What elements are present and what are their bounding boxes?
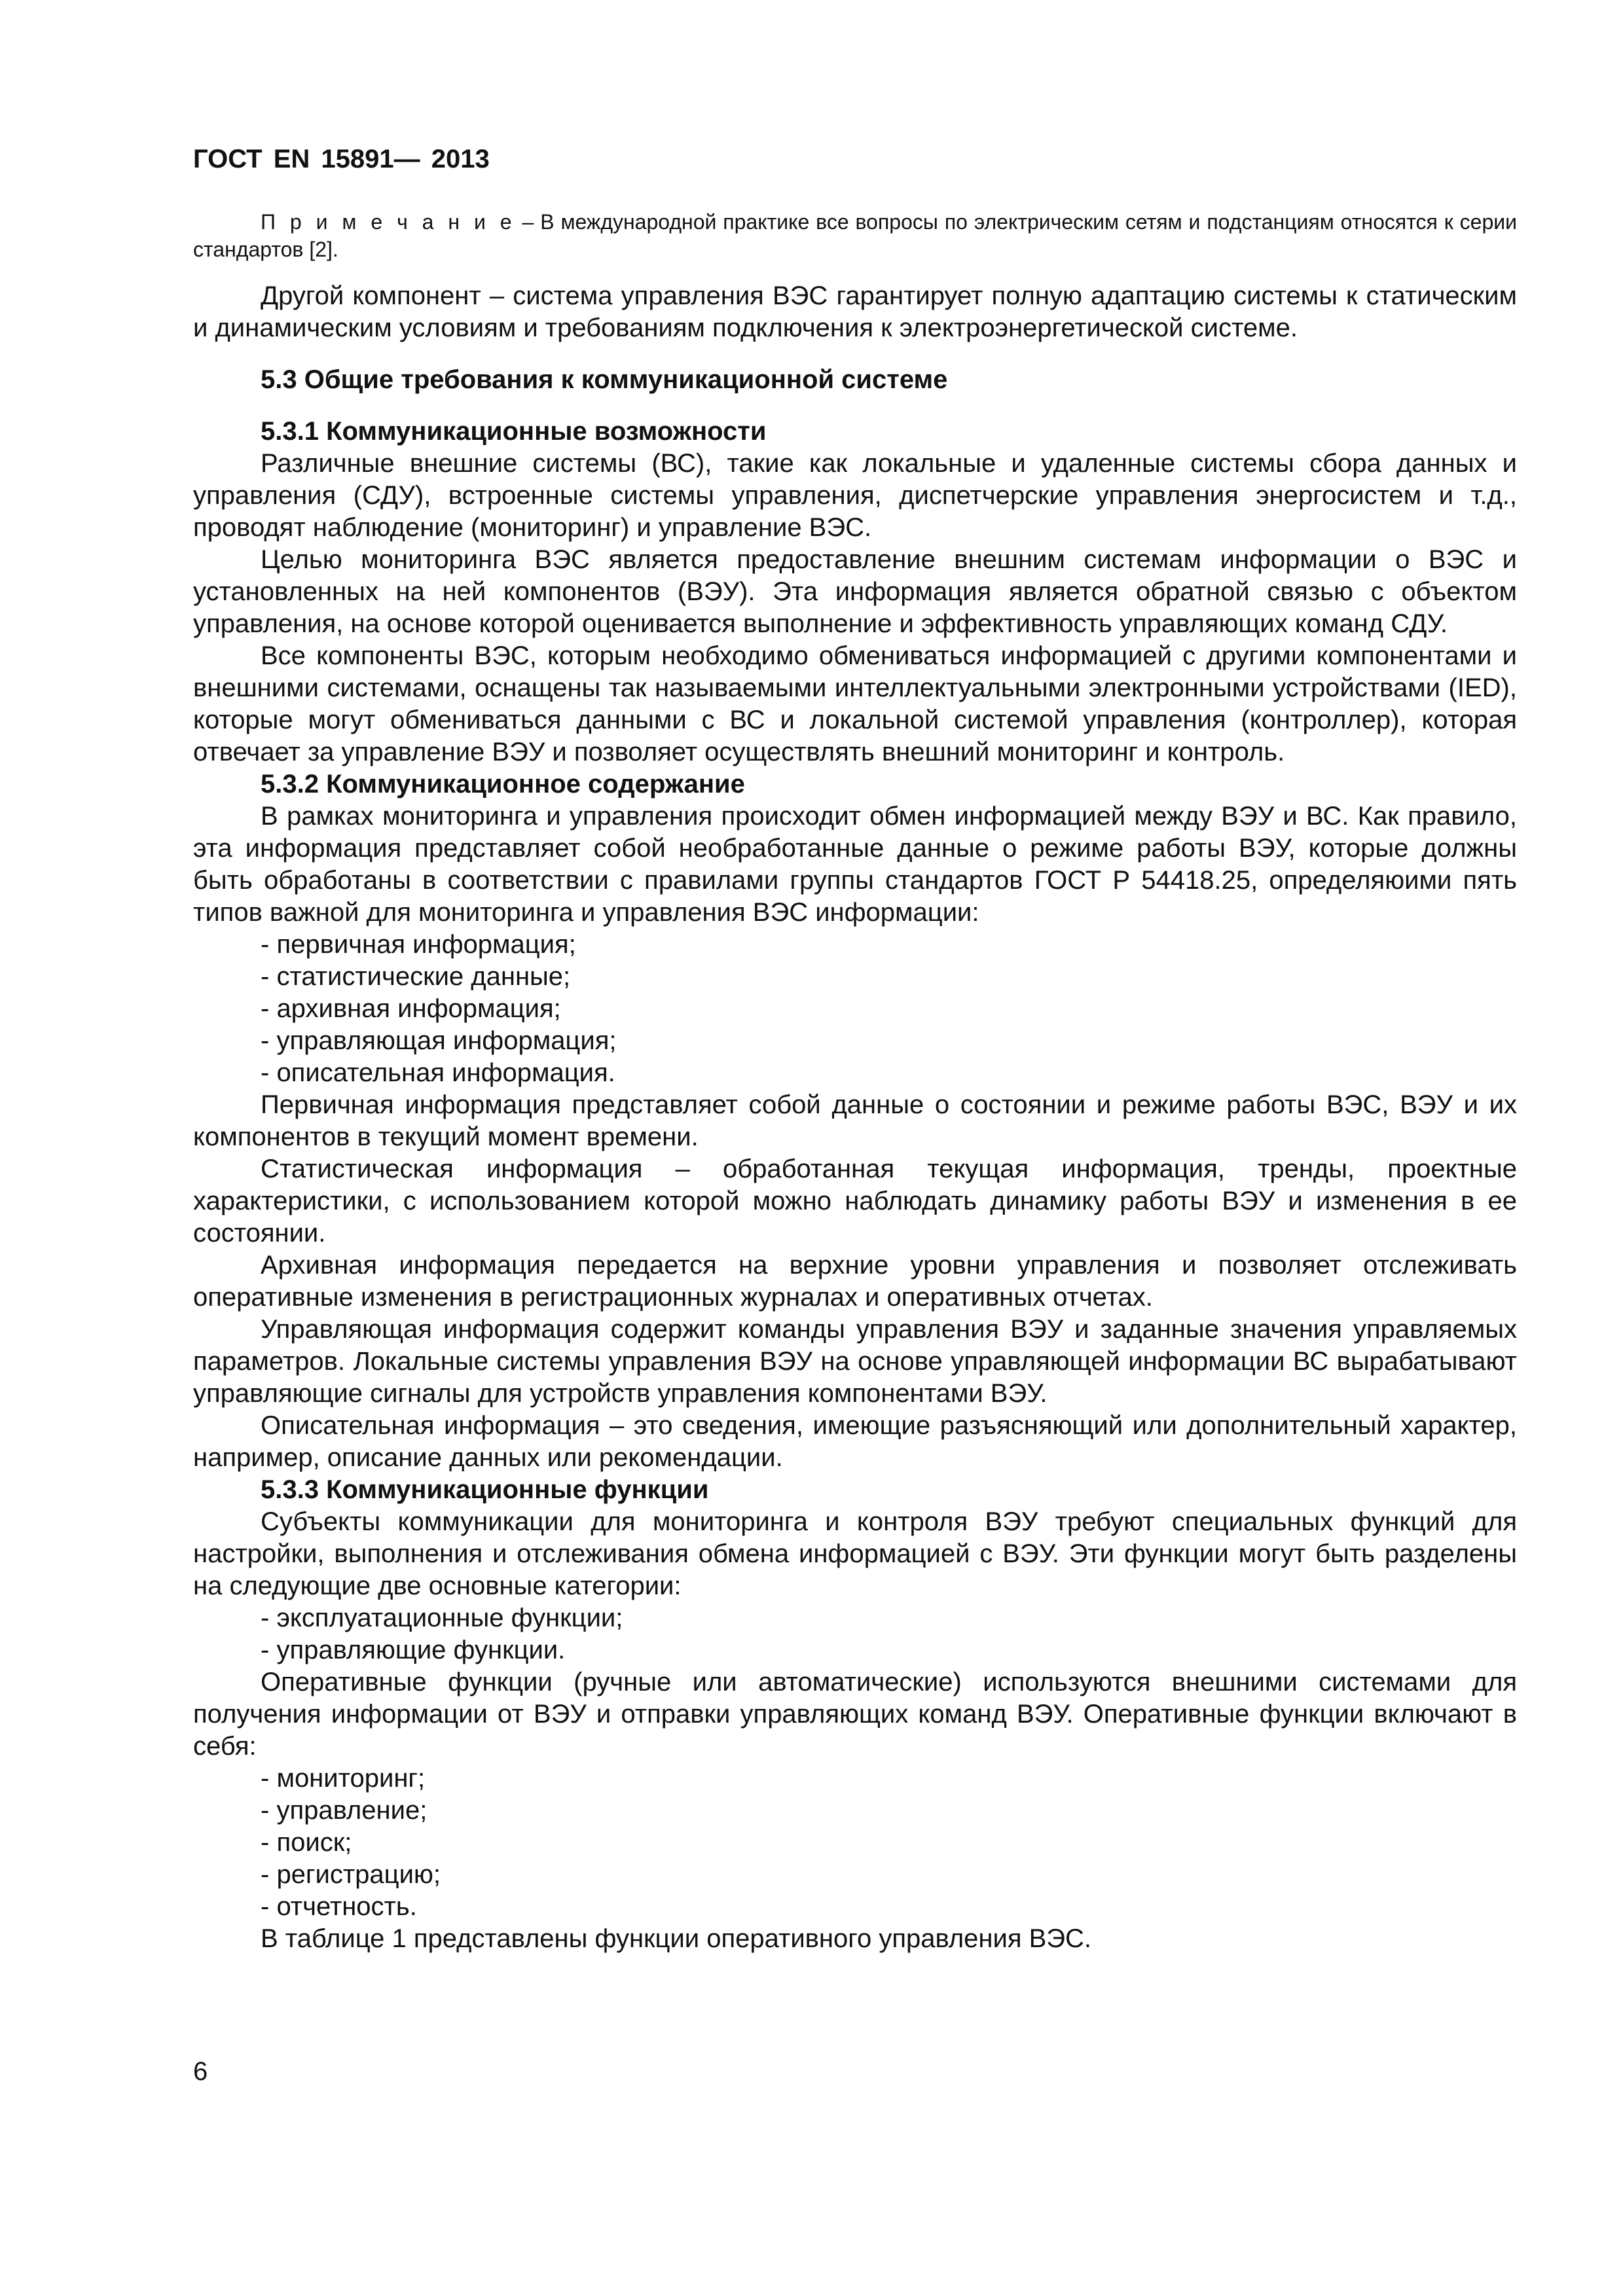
section-heading-5-3-3: 5.3.3 Коммуникационные функции [261, 1475, 709, 1504]
section-heading-5-3: 5.3 Общие требования к коммуникационной системе [261, 365, 948, 394]
paragraph: Архивная информация передается на верхние уровни управления и позволяет отслеживать оперативные изменения в регистрационных журналах и оперативных отчетах. [193, 1251, 1517, 1312]
section-heading-5-3-1: 5.3.1 Коммуникационные возможности [261, 417, 767, 446]
list-item: - управляющие функции. [261, 1634, 1517, 1666]
operative-functions-list [193, 1763, 1517, 1923]
paragraph: Первичная информация представляет собой данные о состоянии и режиме работы ВЭС, ВЭУ и их компонентов в текущий момент времени. [193, 1090, 1517, 1151]
paragraph: Статистическая информация – обработанная текущая информация, тренды, проектные характеристики, с использованием которой можно наблюдать динамику работы ВЭУ и изменения в ее состоянии. [193, 1155, 1517, 1247]
page-content [193, 143, 1517, 1955]
list-item: - управляющая информация; [261, 1025, 1517, 1057]
info-types-list [193, 929, 1517, 1089]
paragraph: Все компоненты ВЭС, которым необходимо обмениваться информацией с другими компонентами и внешними системами, оснащены так называемыми интеллектуальными электронными устройствами (IED), которые могут обмениваться данными с ВС и локальной системой управления (контроллер), которая отвечает за управление ВЭУ и позволяет осуществлять внешний мониторинг и контроль. [193, 641, 1517, 766]
paragraph: Описательная информация – это сведения, имеющие разъясняющий или дополнительный характер, например, описание данных или рекомендации. [193, 1411, 1517, 1472]
function-categories-list [193, 1602, 1517, 1666]
page-number: 6 [193, 2057, 208, 2086]
list-item: - архивная информация; [261, 993, 1517, 1025]
list-item: - первичная информация; [261, 929, 1517, 961]
paragraph: Субъекты коммуникации для мониторинга и контроля ВЭУ требуют специальных функций для настройки, выполнения и отслеживания обмена информацией с ВЭУ. Эти функции могут быть разделены на следующие две основные категории: [193, 1507, 1517, 1600]
list-item: - мониторинг; [261, 1763, 1517, 1795]
paragraph: Другой компонент – система управления ВЭС гарантирует полную адаптацию системы к статическим и динамическим условиям и требованиям подключения к электроэнергетической системе. [193, 281, 1517, 342]
paragraph: В таблице 1 представлены функции оперативного управления ВЭС. [261, 1924, 1092, 1953]
paragraph: Оперативные функции (ручные или автоматические) используются внешними системами для получения информации от ВЭУ и отправки управляющих команд ВЭУ. Оперативные функции включают в себя: [193, 1668, 1517, 1761]
list-item: - отчетность. [261, 1891, 1517, 1923]
note-text: – В международной практике все вопросы по электрическим сетям и подстанциям относятся к серии стандартов [2]. [193, 210, 1518, 261]
note [193, 208, 1517, 263]
section-heading-5-3-2: 5.3.2 Коммуникационное содержание [261, 770, 745, 798]
paragraph: В рамках мониторинга и управления происходит обмен информацией между ВЭУ и ВС. Как правило, эта информация представляет собой необработанные данные о режиме работы ВЭУ, которые должны быть обработаны в соответствии с правилами группы стандартов ГОСТ Р 54418.25, определяюими пять типов важной для мониторинга и управления ВЭС информации: [193, 802, 1517, 927]
list-item: - поиск; [261, 1827, 1517, 1859]
list-item: - описательная информация. [261, 1057, 1517, 1089]
paragraph: Управляющая информация содержит команды управления ВЭУ и заданные значения управляемых параметров. Локальные системы управления ВЭУ на основе управляющей информации ВС вырабатывают управляющие сигналы для устройств управления компонентами ВЭУ. [193, 1315, 1517, 1408]
document-header: ГОСТ EN 15891— 2013 [193, 145, 490, 173]
note-label: П р и м е ч а н и е [261, 210, 516, 234]
paragraph: Целью мониторинга ВЭС является предоставление внешним системам информации о ВЭС и установленных на ней компонентов (ВЭУ). Эта информация является обратной связью с объектом управления, на основе которой оценивается выполнение и эффективность управляющих команд СДУ. [193, 545, 1517, 638]
paragraph: Различные внешние системы (ВС), такие как локальные и удаленные системы сбора данных и управления (СДУ), встроенные системы управления, диспетчерские управления энергосистем и т.д., проводят наблюдение (мониторинг) и управление ВЭС. [193, 449, 1517, 542]
list-item: - управление; [261, 1795, 1517, 1827]
list-item: - эксплуатационные функции; [261, 1602, 1517, 1634]
list-item: - статистические данные; [261, 961, 1517, 993]
list-item: - регистрацию; [261, 1859, 1517, 1891]
